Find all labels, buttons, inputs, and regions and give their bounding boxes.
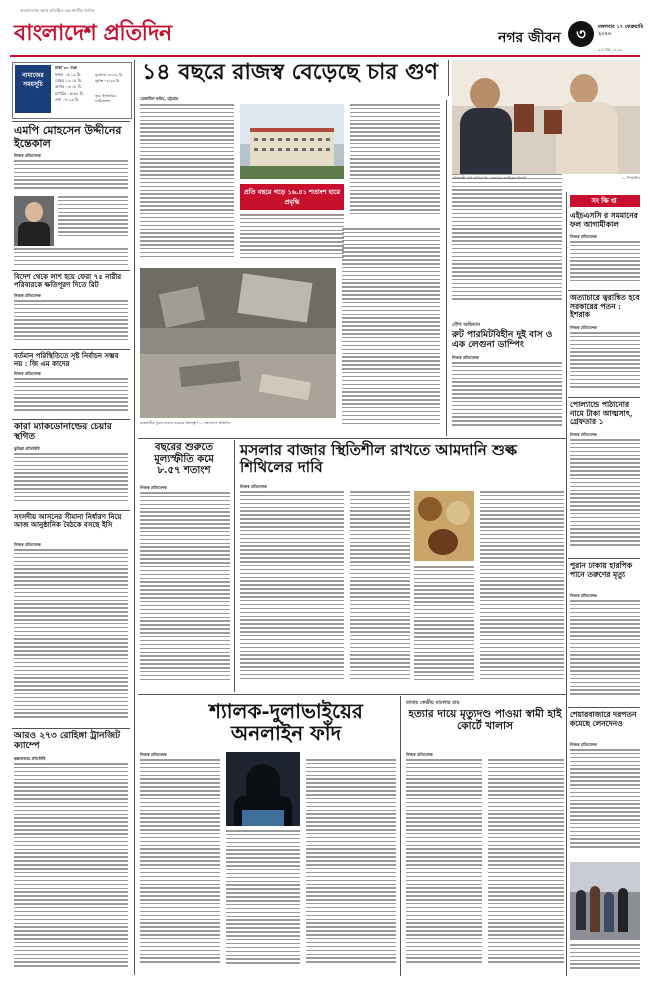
lead-byline: রেজাউল করিম, চট্টগ্রাম [140, 96, 179, 101]
left-story-4-body [14, 453, 128, 507]
prayer-row: মাগরিব ০৫:৫৮ মি. [55, 90, 84, 96]
rubble-caption: রাজধানীর পুরান ঢাকায় ভবনের ধ্বংসস্তূপ — বাংলাদেশ প্রতিদিন [140, 421, 231, 425]
cyber-body-col-3 [306, 759, 396, 975]
masthead-logo: বাংলাদেশ প্রতিদিন [14, 20, 172, 46]
pm-caption-credit: — পিআইডি [622, 176, 640, 180]
section-title: নগর জীবন [498, 30, 561, 46]
lead-body-col-2 [350, 104, 440, 222]
left-story-3-headline[interactable]: বর্তমান পরিস্থিতিতে সৃষ্ট নির্বাচন সম্ভব নয় : জি এম কাদের [14, 351, 119, 369]
prayer-row: আসর ০৪:০৮ মি. [55, 84, 83, 90]
route-byline: নিজস্ব প্রতিবেদক [452, 355, 479, 360]
cyber-body-col-1 [140, 759, 220, 975]
sunset: সূর্যাস্ত ০৫:৫৩ মি. [95, 79, 121, 84]
right-story-4-byline: নিজস্ব প্রতিবেদক [570, 593, 597, 598]
murder-byline: নিজস্ব প্রতিবেদক [406, 752, 433, 757]
left-story-2-byline: নিজস্ব প্রতিবেদক [14, 293, 41, 298]
left-story-1-body [14, 160, 128, 194]
spice-body-col-3 [414, 566, 474, 692]
right-story-3-body [570, 439, 640, 555]
cyber-headline[interactable]: শ্যালক-দুলাভাইয়ের অনলাইন ফাঁদ [209, 699, 363, 745]
left-story-6-headline[interactable]: আরও ২৭৩ রোহিঙ্গা ট্রানজিট ক্যাম্পে [14, 731, 121, 752]
right-story-5-byline: নিজস্ব প্রতিবেদক [570, 742, 597, 747]
customs-house-photo [240, 104, 344, 179]
left-story-2-body [14, 300, 128, 346]
right-story-2-body [570, 332, 640, 394]
left-story-1-byline: নিজস্ব প্রতিবেদক [14, 153, 41, 158]
prayer-rows [55, 72, 95, 103]
lead-body-col-1 [140, 104, 234, 264]
prayer-row: যোহর ১২:১৫ মি. [55, 78, 82, 84]
right-story-3-headline[interactable]: পোল্যান্ডে পাঠানোর নামে টাকা আত্মসাৎ, গ্রেফতার ১ [570, 400, 633, 427]
pm-caption [452, 176, 640, 181]
right-story-5-headline[interactable]: শেয়ারবাজারে দরপতন কমেছে লেনদেনও [570, 710, 637, 728]
pm-caption-lead: প্রধানমন্ত্রী শেখ হাসিনা ঈদ বাজারের জারিকৃত নিষেধ [452, 176, 526, 180]
left-story-3-byline: নিজস্ব প্রতিবেদক [14, 371, 41, 376]
sunrise: সূর্যোদয় ০৬:৪৬ মি. [95, 73, 123, 77]
left-story-5-byline: নিজস্ব প্রতিবেদক [14, 542, 41, 547]
sun-times [95, 72, 129, 104]
cyber-byline: নিজস্ব প্রতিবেদক [140, 752, 167, 757]
brief-label-text: সংক্ষিপ্ত [591, 197, 619, 205]
spice-body-col-4 [480, 491, 564, 691]
page-number-text: ৩ [576, 25, 586, 43]
route-body [452, 362, 562, 436]
hijri-date: ২৪ মাঘ ১৪২৯ [598, 47, 622, 52]
fuel-body [140, 492, 230, 692]
sharemarket-photo [570, 862, 640, 940]
prayer-box-header: ঢাকা ৩০ শুরু [55, 65, 77, 70]
prayer-row: ফজর ০৫:১৯ মি. [55, 72, 82, 77]
fuel-byline: নিজস্ব প্রতিবেদক [140, 485, 167, 490]
right-story-2-headline[interactable]: অত্যাচারে ত্বরান্বিত হবে সরকারের পতন : ইশরাক [570, 293, 640, 320]
left-story-5-headline[interactable]: সংসদীয় আসনের সীমানা নির্ধারণ নিয়ে আজ আনুষ্ঠানিক বৈঠকে বসছে ইসি [14, 512, 122, 530]
right-story-5-caption [570, 944, 640, 974]
fuel-headline[interactable]: বছরের শুরুতে মূল্যস্ফীতি কমে ৮.৫৭ শতাংশ [154, 442, 214, 476]
murder-body-col-1 [406, 759, 482, 975]
spice-headline[interactable]: মসলার বাজার স্থিতিশীল রাখতে আমদানি শুল্ক শিথিলের দাবি [240, 441, 517, 477]
left-story-1-headline[interactable]: এমপি মোহসেন উদ্দীনের ইন্তেকাল [14, 124, 122, 150]
murder-body-col-2 [488, 759, 564, 975]
pm-photo [452, 60, 640, 174]
hacker-photo [226, 752, 300, 826]
lead-highlight-text: প্রতি বছরে গড়ে ১৬.৪১ শতাংশ হারে প্রবৃদ্ধি [243, 188, 341, 206]
left-story-1-body-end [14, 248, 128, 268]
prayer-box-title [15, 65, 51, 113]
right-story-5-body [570, 749, 640, 859]
lead-body-col-4 [342, 228, 440, 436]
cyber-body-col-2 [226, 830, 300, 975]
issue-date: মঙ্গলবার ১৭ ফেব্রুয়ারি ২০২৩ [598, 24, 644, 37]
prayer-times-box [12, 62, 132, 119]
left-story-3-body [14, 378, 128, 416]
route-headline[interactable]: রুট পারমিটবিহীন দুই বাস ও এক লেগুনা ডাম্পিং [452, 330, 553, 351]
masthead-tagline: বাংলাদেশের স্বার্থে প্রতিষ্ঠিত এক জাতীয় দৈনিক [20, 8, 95, 13]
right-story-1-byline: নিজস্ব প্রতিবেদক [570, 234, 597, 239]
lead-highlight-banner [240, 184, 344, 210]
masthead-rule [10, 55, 640, 57]
left-story-4-headline[interactable]: কারা ম্যাকডোনাল্ডের চেয়ার স্থগিত [14, 422, 112, 443]
masthead [0, 0, 650, 58]
left-story-4-byline: কুমিল্লা প্রতিনিধি [14, 446, 40, 451]
lead-body-col-3 [240, 214, 344, 264]
spice-photo [414, 491, 474, 561]
lead-headline[interactable]: ১৪ বছরে রাজস্ব বেড়েছে চার গুণ [142, 60, 438, 85]
prayer-source: সূত্র: ইসলামিক ফাউন্ডেশন [95, 94, 116, 104]
murder-kicker: তামার কেন্দ্রীয় মামলার রায় [406, 700, 460, 706]
left-story-1-body-wrap [58, 196, 128, 246]
left-story-5-body [14, 549, 128, 725]
right-story-2-byline: নিজস্ব প্রতিবেদক [570, 325, 597, 330]
rubble-photo [140, 268, 336, 418]
left-story-6-body [14, 763, 128, 975]
left-story-6-byline: কক্সবাজার প্রতিনিধি [14, 756, 46, 761]
right-story-4-headline[interactable]: পুরান ঢাকায় হারপিক পানে তরুণের মৃত্যু [570, 561, 633, 579]
spice-body-col-2 [350, 491, 410, 691]
prayer-box-title-text: নামাজের সময়সূচি [22, 72, 44, 88]
route-kicker: যৌথ অভিযান [452, 322, 481, 328]
prayer-row: এশা ০৭:১৩ মি. [55, 96, 80, 102]
right-story-1-headline[interactable]: এইচএসসি র সমমানের ফল আগামীকাল [570, 211, 638, 229]
right-story-3-byline: নিজস্ব প্রতিবেদক [570, 432, 597, 437]
murder-headline[interactable]: হত্যার দায়ে মৃত্যুদণ্ড পাওয়া স্বামী হাই কোর্টে খালাস [408, 708, 562, 733]
right-story-4-body [570, 600, 640, 704]
spice-body-col-1 [240, 491, 344, 691]
mohsen-photo [14, 196, 54, 246]
spice-byline: নিজস্ব প্রতিবেদক [240, 484, 267, 489]
page-number [568, 21, 594, 47]
right-story-1-body [570, 241, 640, 287]
left-story-2-headline[interactable]: বিদেশ থেকে লাশ হয়ে ফেরা ৭৫ নারীর পরিবারকে ক্ষতিপূরণ দিতে রিট [14, 272, 122, 290]
brief-label [570, 195, 640, 207]
